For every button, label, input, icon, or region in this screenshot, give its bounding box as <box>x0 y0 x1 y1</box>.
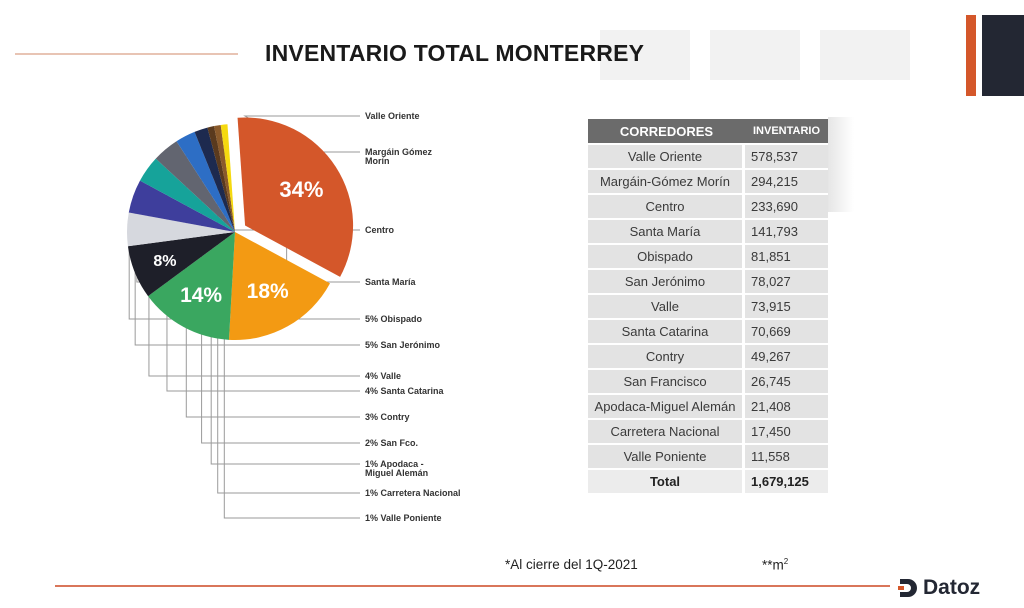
slice-percent-label: 8% <box>153 252 177 270</box>
slice-percent-label: 34% <box>279 176 324 202</box>
corridor-name: Valle Oriente <box>588 145 745 168</box>
legend-label: 5% San Jerónimo <box>365 340 441 350</box>
legend-label: 5% Obispado <box>365 314 423 324</box>
corridor-name: San Francisco <box>588 370 745 393</box>
table-row <box>588 320 828 343</box>
inventory-value: 81,851 <box>745 245 828 268</box>
table-row <box>588 445 828 468</box>
pie-chart <box>0 0 560 540</box>
units-superscript: 2 <box>783 557 789 566</box>
inventory-value: 294,215 <box>745 170 828 193</box>
corridor-name: Centro <box>588 195 745 218</box>
units-note <box>762 557 788 573</box>
table-row <box>588 345 828 368</box>
table-shadow <box>828 117 854 212</box>
total-value: 1,679,125 <box>745 470 828 493</box>
legend-label: 1% Carretera Nacional <box>365 488 461 498</box>
corridor-name: Valle <box>588 295 745 318</box>
table-row <box>588 145 828 168</box>
legend-label: 4% Valle <box>365 371 402 381</box>
corridor-name: Margáin-Gómez Morín <box>588 170 745 193</box>
table-header-row <box>588 119 828 143</box>
corridor-name: Obispado <box>588 245 745 268</box>
inventory-value: 78,027 <box>745 270 828 293</box>
table-row <box>588 270 828 293</box>
legend-label: 1% Apodaca - <box>365 459 424 469</box>
legend-label: Margáin Gómez <box>365 147 433 157</box>
inventory-value: 17,450 <box>745 420 828 443</box>
legend-label: Centro <box>365 225 394 235</box>
legend-label: Morín <box>365 156 390 166</box>
corner-accent-navy <box>982 15 1024 96</box>
inventory-value: 70,669 <box>745 320 828 343</box>
legend-label: Miguel Alemán <box>365 468 429 478</box>
inventory-value: 26,745 <box>745 370 828 393</box>
inventory-value: 233,690 <box>745 195 828 218</box>
table-row <box>588 420 828 443</box>
inventory-value: 11,558 <box>745 445 828 468</box>
table-total-row <box>588 470 828 493</box>
brand-logo <box>898 575 980 601</box>
corridor-name: Santa Catarina <box>588 320 745 343</box>
inventory-value: 141,793 <box>745 220 828 243</box>
legend-label: 4% Santa Catarina <box>365 386 444 396</box>
page-title: INVENTARIO TOTAL MONTERREY <box>265 40 645 66</box>
table-row <box>588 220 828 243</box>
legend-label: 1% Valle Poniente <box>365 513 442 523</box>
table-row <box>588 395 828 418</box>
inventory-table <box>588 117 828 495</box>
inventory-value: 578,537 <box>745 145 828 168</box>
corridor-name: San Jerónimo <box>588 270 745 293</box>
corridor-name: Carretera Nacional <box>588 420 745 443</box>
total-label: Total <box>588 470 745 493</box>
table-row <box>588 295 828 318</box>
legend-label: 3% Contry <box>365 412 410 422</box>
table-row <box>588 170 828 193</box>
corridor-name: Apodaca-Miguel Alemán <box>588 395 745 418</box>
table-row <box>588 195 828 218</box>
pie-slices <box>127 117 353 340</box>
corridor-name: Santa María <box>588 220 745 243</box>
inventory-value: 73,915 <box>745 295 828 318</box>
table-row <box>588 370 828 393</box>
units-prefix: **m <box>762 557 784 573</box>
slice-percent-label: 14% <box>180 284 223 308</box>
datoz-logo-icon <box>898 577 918 599</box>
legend-label: Valle Oriente <box>365 111 420 121</box>
corner-accent-orange <box>966 15 976 96</box>
corridor-name: Valle Poniente <box>588 445 745 468</box>
table-row <box>588 245 828 268</box>
footer-line <box>55 585 890 587</box>
corridor-name: Contry <box>588 345 745 368</box>
legend-label: 2% San Fco. <box>365 438 419 448</box>
footnote: *Al cierre del 1Q-2021 <box>505 557 638 572</box>
brand-name: Datoz <box>923 576 981 599</box>
slice-percent-label: 18% <box>246 279 289 303</box>
column-header-corredores: CORREDORES <box>588 119 745 143</box>
legend-label: Santa María <box>365 277 416 287</box>
pie-legend <box>365 111 461 523</box>
inventory-value: 21,408 <box>745 395 828 418</box>
column-header-inventario: INVENTARIO <box>745 119 828 143</box>
inventory-value: 49,267 <box>745 345 828 368</box>
